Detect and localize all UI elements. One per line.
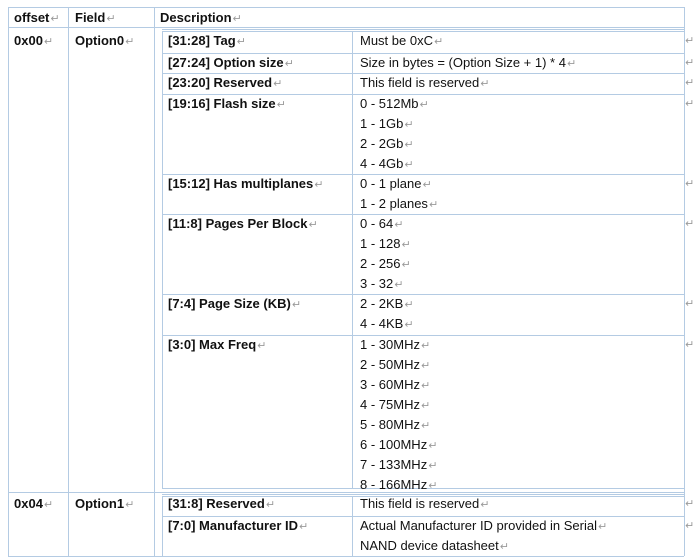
offset-cell-text: 0x00 — [14, 33, 43, 48]
subfield-value — [360, 494, 489, 515]
subfield-bits-text: [31:8] Reserved — [168, 496, 265, 511]
subfield-value-text: 1 - 128 — [360, 236, 401, 251]
header-field-text: Field — [75, 10, 106, 25]
row-end-mark-icon: ↵ — [685, 218, 695, 230]
subtable-column-divider — [352, 496, 353, 556]
subfield-bits — [168, 174, 323, 195]
subfield-bits-text: [3:0] Max Freq — [168, 337, 257, 352]
paragraph-mark-icon: ↵ — [43, 36, 54, 48]
row-end-mark-icon: ↵ — [685, 98, 695, 110]
subfield-value — [360, 134, 414, 155]
table-left-border — [8, 7, 9, 556]
subtable-top-border — [162, 29, 684, 30]
row-end-mark-icon: ↵ — [685, 298, 695, 310]
field-cell — [75, 494, 134, 515]
paragraph-mark-icon: ↵ — [276, 99, 286, 111]
paragraph-mark-icon: ↵ — [433, 36, 444, 48]
subfield-value-text: 4 - 75MHz — [360, 397, 420, 412]
header-description — [160, 8, 242, 29]
paragraph-mark-icon: ↵ — [420, 340, 431, 352]
paragraph-mark-icon: ↵ — [404, 139, 414, 151]
field-cell — [75, 31, 134, 52]
subfield-value-text: 1 - 2 planes — [360, 196, 428, 211]
subfield-value-text: 1 - 30MHz — [360, 337, 420, 352]
paragraph-mark-icon: ↵ — [499, 541, 509, 553]
paragraph-mark-icon: ↵ — [404, 299, 414, 311]
paragraph-mark-icon: ↵ — [232, 13, 242, 25]
subfield-value — [360, 53, 576, 74]
paragraph-mark-icon: ↵ — [420, 400, 431, 412]
row-end-mark-icon: ↵ — [685, 498, 695, 510]
paragraph-mark-icon: ↵ — [420, 420, 431, 432]
subfield-value-text: 6 - 100MHz — [360, 437, 428, 452]
subfield-value — [360, 194, 438, 215]
paragraph-mark-icon: ↵ — [422, 179, 432, 191]
subfield-value — [360, 274, 403, 295]
paragraph-mark-icon: ↵ — [236, 36, 246, 48]
paragraph-mark-icon: ↵ — [50, 13, 60, 25]
paragraph-mark-icon: ↵ — [284, 58, 294, 70]
column-divider — [154, 7, 155, 556]
paragraph-mark-icon: ↵ — [598, 521, 608, 533]
paragraph-mark-icon: ↵ — [125, 499, 135, 511]
subfield-value — [360, 335, 430, 356]
subfield-bits — [168, 516, 308, 537]
paragraph-mark-icon: ↵ — [291, 299, 302, 311]
subfield-value — [360, 94, 429, 115]
subfield-value-text: 4 - 4Gb — [360, 156, 404, 171]
subfield-value-text: 5 - 80MHz — [360, 417, 420, 432]
paragraph-mark-icon: ↵ — [566, 58, 577, 70]
subfield-value-text: Actual Manufacturer ID provided in Serial — [360, 518, 598, 533]
subfield-value-text: This field is reserved — [360, 75, 480, 90]
paragraph-mark-icon: ↵ — [428, 480, 438, 492]
paragraph-mark-icon: ↵ — [401, 239, 411, 251]
paragraph-mark-icon: ↵ — [273, 78, 283, 90]
paragraph-mark-icon: ↵ — [125, 36, 135, 48]
paragraph-mark-icon: ↵ — [314, 179, 324, 191]
field-cell-text: Option0 — [75, 33, 125, 48]
paragraph-mark-icon: ↵ — [480, 78, 490, 90]
subfield-value-text: This field is reserved — [360, 496, 480, 511]
subfield-bits — [168, 214, 318, 235]
subfield-value — [360, 73, 489, 94]
subfield-value-text: Size in bytes = (Option Size + 1) * 4 — [360, 55, 566, 70]
row-end-mark-icon: ↵ — [685, 520, 695, 532]
subfield-value-text: 2 - 256 — [360, 256, 401, 271]
subfield-bits-text: [7:4] Page Size (KB) — [168, 296, 291, 311]
subfield-value — [360, 31, 443, 52]
subfield-value — [360, 154, 414, 175]
offset-cell — [14, 31, 53, 52]
subfield-bits — [168, 31, 246, 52]
subfield-value — [360, 475, 437, 496]
paragraph-mark-icon: ↵ — [394, 279, 404, 291]
subfield-value — [360, 516, 607, 537]
subfield-value — [360, 254, 411, 275]
subfield-value — [360, 455, 437, 476]
paragraph-mark-icon: ↵ — [106, 13, 116, 25]
subfield-value-text: NAND device datasheet — [360, 538, 499, 553]
paragraph-mark-icon: ↵ — [428, 199, 439, 211]
subfield-value-text: 3 - 32 — [360, 276, 394, 291]
paragraph-mark-icon: ↵ — [404, 119, 414, 131]
subfield-value-text: 0 - 1 plane — [360, 176, 422, 191]
subfield-bits — [168, 335, 266, 356]
subfield-value-text: 2 - 50MHz — [360, 357, 420, 372]
row-separator — [8, 492, 684, 493]
paragraph-mark-icon: ↵ — [428, 440, 438, 452]
subfield-value — [360, 294, 414, 315]
subfield-value — [360, 234, 411, 255]
row-end-mark-icon: ↵ — [685, 178, 695, 190]
row-end-mark-icon: ↵ — [685, 57, 695, 69]
subtable-left-border — [162, 496, 163, 556]
subfield-value-text: 3 - 60MHz — [360, 377, 420, 392]
subfield-value — [360, 415, 430, 436]
subfield-value-text: 0 - 64 — [360, 216, 394, 231]
offset-cell-text: 0x04 — [14, 496, 43, 511]
subfield-value-text: 2 - 2KB — [360, 296, 404, 311]
subfield-value — [360, 114, 414, 135]
subfield-bits-text: [31:28] Tag — [168, 33, 236, 48]
subfield-bits-text: [19:16] Flash size — [168, 96, 276, 111]
paragraph-mark-icon: ↵ — [43, 499, 54, 511]
header-description-text: Description — [160, 10, 232, 25]
subfield-bits — [168, 73, 282, 94]
paragraph-mark-icon: ↵ — [299, 521, 309, 533]
subfield-value — [360, 174, 432, 195]
subfield-value — [360, 214, 403, 235]
subfield-value-text: 7 - 133MHz — [360, 457, 428, 472]
subfield-value — [360, 375, 430, 396]
field-cell-text: Option1 — [75, 496, 125, 511]
subtable-left-border — [162, 31, 163, 488]
subfield-value-text: 8 - 166MHz — [360, 477, 428, 492]
subfield-bits-text: [15:12] Has multiplanes — [168, 176, 314, 191]
subfield-bits — [168, 494, 275, 515]
subfield-bits-text: [7:0] Manufacturer ID — [168, 518, 299, 533]
paragraph-mark-icon: ↵ — [401, 259, 411, 271]
subfield-bits-text: [11:8] Pages Per Block — [168, 216, 308, 231]
subfield-bits — [168, 294, 301, 315]
offset-cell — [14, 494, 53, 515]
paragraph-mark-icon: ↵ — [480, 499, 490, 511]
subfield-value — [360, 314, 414, 335]
paragraph-mark-icon: ↵ — [420, 380, 431, 392]
paragraph-mark-icon: ↵ — [419, 99, 429, 111]
subfield-value-text: 4 - 4KB — [360, 316, 404, 331]
row-end-mark-icon: ↵ — [685, 339, 695, 351]
subtable-column-divider — [352, 31, 353, 488]
subfield-value — [360, 355, 430, 376]
subfield-value-text: 2 - 2Gb — [360, 136, 404, 151]
subfield-value — [360, 536, 509, 557]
paragraph-mark-icon: ↵ — [420, 360, 431, 372]
paragraph-mark-icon: ↵ — [404, 319, 414, 331]
paragraph-mark-icon: ↵ — [428, 460, 438, 472]
paragraph-mark-icon: ↵ — [265, 499, 276, 511]
header-offset — [14, 8, 60, 29]
paragraph-mark-icon: ↵ — [308, 219, 318, 231]
row-end-mark-icon: ↵ — [685, 35, 695, 47]
header-offset-text: offset — [14, 10, 50, 25]
header-field — [75, 8, 116, 29]
subfield-value-text: 0 - 512Mb — [360, 96, 419, 111]
paragraph-mark-icon: ↵ — [257, 340, 267, 352]
paragraph-mark-icon: ↵ — [394, 219, 404, 231]
subfield-value-text: 1 - 1Gb — [360, 116, 404, 131]
subfield-value — [360, 435, 437, 456]
subfield-bits — [168, 94, 286, 115]
subfield-bits-text: [27:24] Option size — [168, 55, 284, 70]
subfield-value-text: Must be 0xC — [360, 33, 433, 48]
subfield-value — [360, 395, 430, 416]
subfield-bits — [168, 53, 294, 74]
subfield-bits-text: [23:20] Reserved — [168, 75, 273, 90]
column-divider — [68, 7, 69, 556]
row-end-mark-icon: ↵ — [685, 77, 695, 89]
paragraph-mark-icon: ↵ — [404, 159, 414, 171]
